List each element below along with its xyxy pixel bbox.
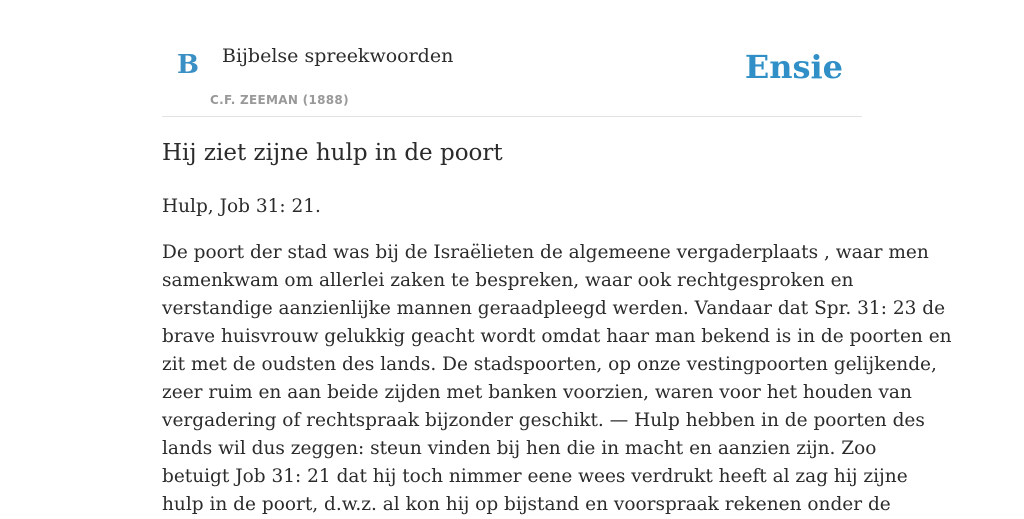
body-line: samenkwam om allerlei zaken te bespreken, waar ook rechtgesproken en: [162, 270, 854, 291]
body-line: betuigt Job 31: 21 dat hij toch nimmer eene wees verdrukt heeft al zag hij zijne: [162, 466, 908, 487]
body-line: lands wil dus zeggen: steun vinden bij hen die in macht en aanzien zijn. Zoo: [162, 438, 877, 459]
body-line: verstandige aanzienlijke mannen geraadpleegd werden. Vandaar dat Spr. 31: 23 de: [162, 298, 946, 319]
body-line: zit met de oudsten des lands. De stadspoorten, op onze vestingpoorten gelijkende,: [162, 354, 937, 375]
body-line: hulp in de poort, d.w.z. al kon hij op bijstand en voorspraak rekenen onder de: [162, 494, 891, 515]
book-header: [162, 0, 862, 117]
author-label: C.F. ZEEMAN (1888): [210, 93, 349, 107]
book-title-link[interactable]: Bijbelse spreekwoorden: [222, 45, 454, 67]
ensie-logo-link[interactable]: Ensie: [744, 48, 843, 86]
page: [162, 0, 952, 515]
entry-title: Hij ziet zijne hulp in de poort: [162, 140, 503, 166]
book-initial-icon[interactable]: B: [177, 50, 199, 80]
body-line: De poort der stad was bij de Israëlieten de algemeene vergaderplaats , waar men: [162, 242, 929, 263]
body-line: vergadering of rechtspraak bijzonder geschikt. — Hulp hebben in de poorten des: [162, 410, 925, 431]
body-line: brave huisvrouw gelukkig geacht wordt omdat haar man bekend is in de poorten en: [162, 326, 952, 347]
entry-reference: Hulp, Job 31: 21.: [162, 196, 321, 217]
body-line: zeer ruim en aan beide zijden met banken voorzien, waren voor het houden van: [162, 382, 912, 403]
entry-body: [162, 239, 952, 519]
